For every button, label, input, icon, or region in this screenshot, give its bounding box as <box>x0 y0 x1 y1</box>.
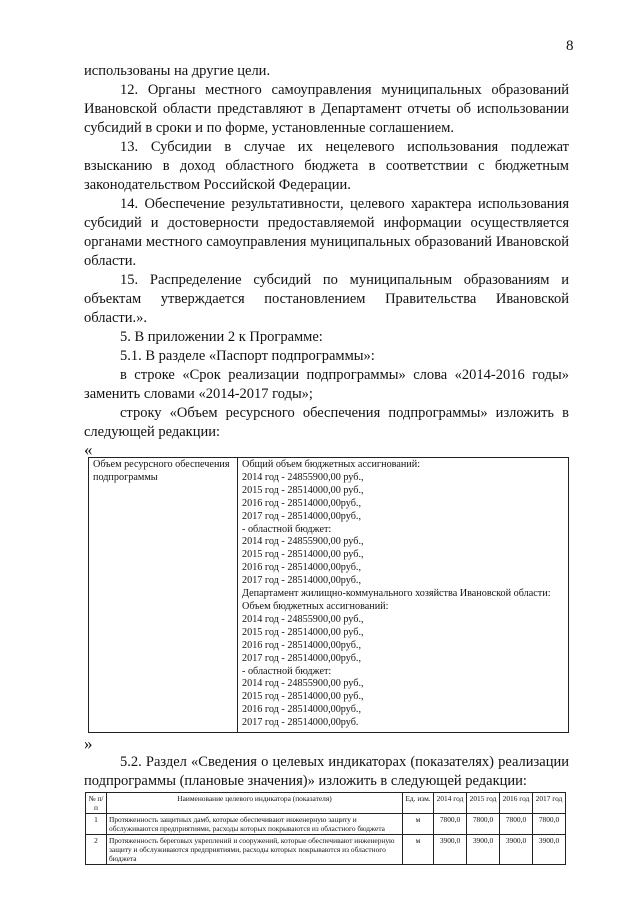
passport-line: Объем бюджетных ассигнований: <box>242 600 389 612</box>
passport-line: - областной бюджет: <box>242 523 332 535</box>
section-5-2-paragraph: 5.2. Раздел «Сведения о целевых индикаторах (показателях) реализации подпрограммы (плановые значения)» изложить в следующей редакции: <box>84 754 569 790</box>
passport-line: 2015 год - 28514000,00 руб., <box>242 484 364 496</box>
passport-line: Департамент жилищно-коммунального хозяйства Ивановской области: <box>242 588 551 600</box>
header-name: Наименование целевого индикатора (показателя) <box>107 793 403 814</box>
passport-line: 2016 год - 28514000,00руб., <box>242 497 361 509</box>
passport-line: Общий объем бюджетных ассигнований: <box>242 459 421 470</box>
passport-line: 2016 год - 28514000,00руб., <box>242 639 361 651</box>
passport-value <box>238 458 569 733</box>
indicator-cell-name: Протяженность защитных дамб, которые обеспечивают инженерную защиту и обслуживаются предприятиями, расходы которых покрываются из областного бюджета <box>107 814 403 835</box>
body-paragraph: 5. В приложении 2 к Программе: <box>120 329 323 345</box>
indicator-cell-name: Протяженность береговых укреплений и сооружений, которые обеспечивают инженерную защиту и обслуживаются предприятиями, расходы которых покрываются из областного бюджета <box>107 835 403 865</box>
body-paragraph: строку «Объем ресурсного обеспечения подпрограммы» изложить в следующей редакции: <box>84 405 569 440</box>
passport-row <box>89 458 569 733</box>
indicator-rows <box>86 814 566 865</box>
indicator-cell-num: 1 <box>86 814 107 835</box>
body-paragraph: использованы на другие цели. <box>84 63 271 79</box>
header-2017: 2017 год <box>533 793 566 814</box>
open-quote: « <box>84 440 93 459</box>
passport-line: 2015 год - 28514000,00 руб., <box>242 691 364 703</box>
indicator-row <box>86 814 566 835</box>
page-number: 8 <box>566 38 574 54</box>
body-paragraph: 14. Обеспечение результативности, целевого характера использования субсидий и достоверности предоставляемой информации осуществляется органами местного самоуправления муниципальных образований Ивановской области. <box>84 196 569 269</box>
passport-table <box>88 457 569 733</box>
header-2014: 2014 год <box>434 793 467 814</box>
body-paragraph: в строке «Срок реализации подпрограммы» слова «2014-2016 годы» заменить словами «2014-2017 годы»; <box>84 367 569 402</box>
header-num: № п/п <box>86 793 107 814</box>
passport-line: 2015 год - 28514000,00 руб., <box>242 549 364 561</box>
passport-line: - областной бюджет: <box>242 665 332 677</box>
indicators-header-row <box>86 793 566 814</box>
indicator-row <box>86 835 566 865</box>
body-paragraph: 13. Субсидии в случае их нецелевого использования подлежат взысканию в доход областного бюджета в соответствии с бюджетным законодательством Российской Федерации. <box>84 139 569 193</box>
passport-label: Объем ресурсного обеспечения подпрограммы <box>89 458 238 733</box>
passport-line: 2014 год - 24855900,00 руб., <box>242 536 364 548</box>
body-paragraph: 5.1. В разделе «Паспорт подпрограммы»: <box>120 348 375 364</box>
passport-line: 2014 год - 24855900,00 руб., <box>242 678 364 690</box>
top-paragraphs <box>84 62 569 442</box>
indicator-cell-y2015: 7800,0 <box>467 814 500 835</box>
indicator-cell-y2016: 3900,0 <box>500 835 533 865</box>
indicator-cell-y2017: 3900,0 <box>533 835 566 865</box>
passport-lines <box>242 459 564 730</box>
passport-line: 2017 год - 28514000,00руб., <box>242 510 361 522</box>
indicator-cell-y2016: 7800,0 <box>500 814 533 835</box>
body-paragraph: 15. Распределение субсидий по муниципальным образованиям и объектам утверждается постановлением Правительства Ивановской области.». <box>84 272 569 326</box>
header-unit: Ед. изм. <box>403 793 434 814</box>
header-2016: 2016 год <box>500 793 533 814</box>
passport-line: 2017 год - 28514000,00руб., <box>242 575 361 587</box>
passport-line: 2015 год - 28514000,00 руб., <box>242 626 364 638</box>
indicator-cell-num: 2 <box>86 835 107 865</box>
document-body <box>84 62 569 865</box>
indicator-cell-y2014: 7800,0 <box>434 814 467 835</box>
passport-line: 2016 год - 28514000,00руб., <box>242 562 361 574</box>
passport-line: 2016 год - 28514000,00руб., <box>242 704 361 716</box>
body-paragraph: 12. Органы местного самоуправления муниципальных образований Ивановской области представляют в Департамент отчеты об использовании субсидий в сроки и по форме, установленные соглашением. <box>84 82 569 136</box>
indicator-cell-y2015: 3900,0 <box>467 835 500 865</box>
passport-line: 2014 год - 24855900,00 руб., <box>242 613 364 625</box>
indicator-cell-unit: м <box>403 835 434 865</box>
indicator-cell-y2017: 7800,0 <box>533 814 566 835</box>
passport-line: 2014 год - 24855900,00 руб., <box>242 471 364 483</box>
indicator-cell-unit: м <box>403 814 434 835</box>
close-quote: » <box>84 734 93 754</box>
passport-line: 2017 год - 28514000,00руб. <box>242 717 359 729</box>
header-2015: 2015 год <box>467 793 500 814</box>
indicator-cell-y2014: 3900,0 <box>434 835 467 865</box>
indicators-table <box>85 792 566 865</box>
passport-line: 2017 год - 28514000,00руб., <box>242 652 361 664</box>
